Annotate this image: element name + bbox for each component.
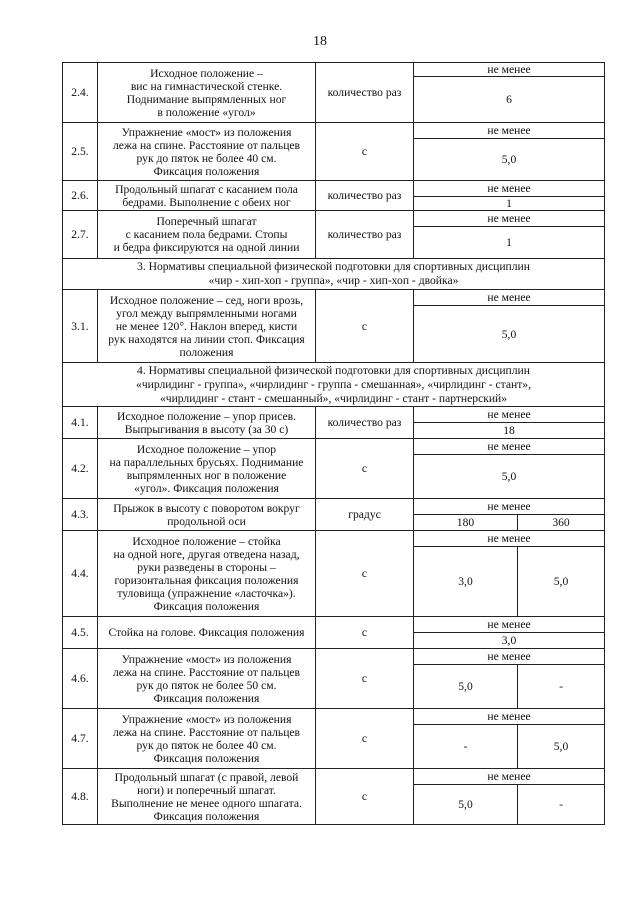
item-value: 5,0: [414, 139, 605, 181]
table-row: [63, 499, 605, 515]
item-number: 2.5.: [63, 123, 98, 181]
table-row: [63, 63, 605, 77]
item-value: 360: [518, 515, 605, 531]
item-value: 3,0: [414, 633, 605, 649]
item-value: 1: [414, 197, 605, 211]
item-description: Поперечный шпагат с касанием пола бедрами. Стопы и бедра фиксируются на одной линии: [98, 211, 316, 259]
table-row: [63, 617, 605, 633]
table-row: [63, 181, 605, 197]
item-value: 5,0: [414, 665, 518, 709]
value-header: не менее: [414, 709, 605, 725]
item-unit: градус: [316, 499, 414, 531]
item-value: 6: [414, 77, 605, 123]
item-value: 1: [414, 227, 605, 259]
item-number: 2.6.: [63, 181, 98, 211]
section-heading: 3. Нормативы специальной физической подготовки для спортивных дисциплин «чир - хип-хоп - группа», «чир - хип-хоп - двойка»: [63, 259, 605, 290]
item-unit: с: [316, 439, 414, 499]
table-row: [63, 709, 605, 725]
item-unit: количество раз: [316, 63, 414, 123]
item-description: Продольный шпагат с касанием пола бедрами. Выполнение с обеих ног: [98, 181, 316, 211]
table-row: [63, 439, 605, 455]
value-header: не менее: [414, 531, 605, 547]
item-description: Упражнение «мост» из положения лежа на спине. Расстояние от пальцев рук до пяток не более 40 см. Фиксация положения: [98, 709, 316, 769]
item-value: -: [518, 785, 605, 825]
section-row: [63, 363, 605, 407]
item-description: Упражнение «мост» из положения лежа на спине. Расстояние от пальцев рук до пяток не более 50 см. Фиксация положения: [98, 649, 316, 709]
item-value: 5,0: [414, 306, 605, 363]
standards-table: [62, 62, 605, 825]
table-row: [63, 531, 605, 547]
section-row: [63, 259, 605, 290]
item-description: Исходное положение – сед, ноги врозь, угол между выпрямленными ногами не менее 120°. Наклон вперед, кисти рук находятся на линии стоп. Фиксация положения: [98, 290, 316, 363]
item-value: 3,0: [414, 547, 518, 617]
item-description: Упражнение «мост» из положения лежа на спине. Расстояние от пальцев рук до пяток не более 40 см. Фиксация положения: [98, 123, 316, 181]
item-number: 4.7.: [63, 709, 98, 769]
item-value: 18: [414, 423, 605, 439]
item-number: 4.1.: [63, 407, 98, 439]
value-header: не менее: [414, 499, 605, 515]
item-unit: с: [316, 709, 414, 769]
item-description: Прыжок в высоту с поворотом вокруг продольной оси: [98, 499, 316, 531]
item-unit: с: [316, 649, 414, 709]
item-description: Исходное положение – упор присев. Выпрыгивания в высоту (за 30 с): [98, 407, 316, 439]
table-row: [63, 407, 605, 423]
item-unit: с: [316, 531, 414, 617]
item-value: 5,0: [518, 547, 605, 617]
value-header: не менее: [414, 439, 605, 455]
item-description: Исходное положение – стойка на одной ноге, другая отведена назад, руки разведены в стороны – горизонтальная фиксация положения туловища (упражнение «ласточка»). Фиксация положения: [98, 531, 316, 617]
value-header: не менее: [414, 63, 605, 77]
table-row: [63, 769, 605, 785]
item-value: -: [518, 665, 605, 709]
value-header: не менее: [414, 123, 605, 139]
item-number: 4.4.: [63, 531, 98, 617]
value-header: не менее: [414, 769, 605, 785]
item-value: 5,0: [518, 725, 605, 769]
item-description: Исходное положение – упор на параллельных брусьях. Поднимание выпрямленных ног в положение «угол». Фиксация положения: [98, 439, 316, 499]
item-value: 5,0: [414, 455, 605, 499]
item-value: 5,0: [414, 785, 518, 825]
item-unit: с: [316, 123, 414, 181]
item-unit: количество раз: [316, 211, 414, 259]
item-unit: количество раз: [316, 181, 414, 211]
item-description: Продольный шпагат (с правой, левой ноги) и поперечный шпагат. Выполнение не менее одного шпагата. Фиксация положения: [98, 769, 316, 825]
item-number: 4.2.: [63, 439, 98, 499]
item-value: -: [414, 725, 518, 769]
item-unit: с: [316, 290, 414, 363]
item-number: 2.4.: [63, 63, 98, 123]
item-number: 3.1.: [63, 290, 98, 363]
item-description: Стойка на голове. Фиксация положения: [98, 617, 316, 649]
value-header: не менее: [414, 290, 605, 306]
table-row: [63, 290, 605, 306]
item-unit: с: [316, 769, 414, 825]
value-header: не менее: [414, 617, 605, 633]
item-number: 4.5.: [63, 617, 98, 649]
item-value: 180: [414, 515, 518, 531]
table-row: [63, 211, 605, 227]
item-description: Исходное положение – вис на гимнастической стенке. Поднимание выпрямленных ног в положение «угол»: [98, 63, 316, 123]
value-header: не менее: [414, 407, 605, 423]
item-number: 4.6.: [63, 649, 98, 709]
item-number: 2.7.: [63, 211, 98, 259]
item-number: 4.3.: [63, 499, 98, 531]
value-header: не менее: [414, 649, 605, 665]
value-header: не менее: [414, 211, 605, 227]
item-number: 4.8.: [63, 769, 98, 825]
table-row: [63, 649, 605, 665]
table-row: [63, 123, 605, 139]
value-header: не менее: [414, 181, 605, 197]
item-unit: с: [316, 617, 414, 649]
section-heading: 4. Нормативы специальной физической подготовки для спортивных дисциплин «чирлидинг - группа», «чирлидинг - группа - смешанная», «чирлидинг - стант», «чирлидинг - стант - смешанный», «чирлидинг - стант - партнерский»: [63, 363, 605, 407]
item-unit: количество раз: [316, 407, 414, 439]
page-number: 18: [313, 34, 327, 49]
